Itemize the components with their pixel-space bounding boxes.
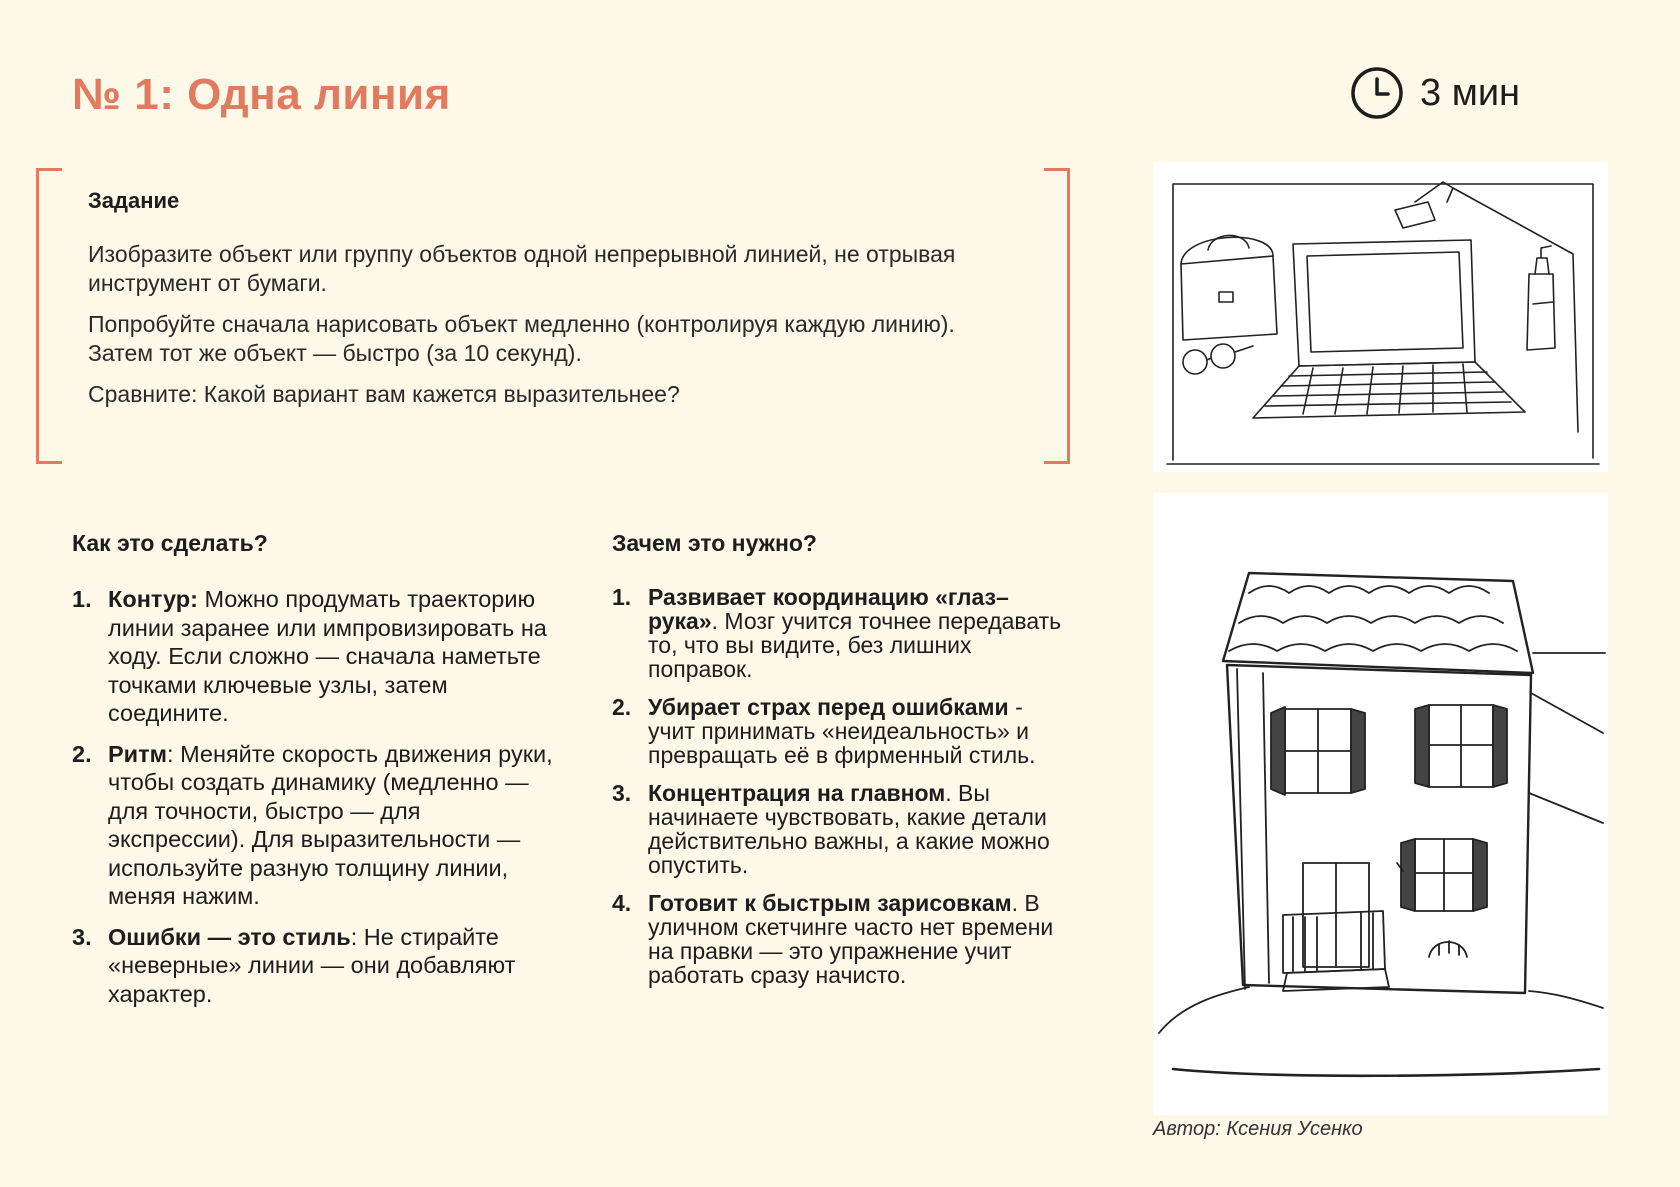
item-text: - учит принимать «неидеальность» и превращать её в фирменный стиль. [648,694,1036,768]
item-text: . Мозг учится точнее передавать то, что вы видите, без лишних поправок. [648,608,1062,682]
list-item [72,923,562,1009]
item-bold: Ошибки — это стиль [108,923,351,950]
how-list [72,585,562,1008]
how-section [72,530,562,1020]
item-text: : Не стирайте «неверные» линии — они добавляют характер. [108,923,516,1007]
house-sketch-image [1153,493,1608,1115]
item-bold: Развивает координацию «глаз–рука» [648,584,1009,634]
item-number: 2. [612,694,632,720]
task-heading: Задание [88,188,180,213]
item-number: 4. [612,890,632,916]
list-item [612,781,1072,877]
item-text: . Вы начинаете чувствовать, какие детали действительно важны, а какие можно опустить. [648,780,1050,878]
item-text: . В уличном скетчинге часто нет времени на правки — это упражнение учит работать сразу начисто. [648,890,1054,988]
task-paragraph: Сравните: Какой вариант вам кажется выразительнее? [88,381,680,407]
item-number: 1. [612,584,632,610]
item-bold: Концентрация на главном [648,780,946,806]
clock-icon [1350,66,1404,120]
task-body [88,240,1018,421]
why-section [612,530,1072,1001]
item-bold: Убирает страх перед ошибками [648,694,1009,720]
list-item [612,891,1072,987]
why-list [612,585,1072,987]
item-number: 3. [72,923,92,950]
bracket-left [36,168,62,464]
how-heading: Как это сделать? [72,530,268,556]
timer-label: 3 мин [1420,71,1521,114]
item-bold: Готовит к быстрым зарисовкам [648,890,1012,916]
bracket-right [1044,168,1070,464]
task-paragraph: Изобразите объект или группу объектов одной непрерывной линией, не отрывая инструмент от бумаги. [88,241,956,296]
item-bold: Ритм [108,740,168,767]
page-title: № 1: Одна линия [72,70,451,119]
list-item [612,585,1072,681]
item-text: Можно продумать траекторию линии заранее или импровизировать на ходу. Если сложно — сначала наметьте точками ключевые узлы, затем соедините. [108,586,547,726]
item-text: : Меняйте скорость движения руки, чтобы создать динамику (медленно — для точности, быстро — для экспрессии). Для выразительности — используйте разную толщину линии, меняя нажим. [108,740,553,909]
task-paragraph: Попробуйте сначала нарисовать объект медленно (контролируя каждую линию). Затем тот же объект — быстро (за 10 секунд). [88,311,955,366]
item-bold: Контур: [108,586,198,612]
item-number: 2. [72,740,92,767]
timer [1350,66,1520,120]
author-caption: Автор: Ксения Усенко [1153,1118,1363,1140]
desk-sketch-image [1153,162,1608,472]
list-item [72,740,562,911]
item-number: 3. [612,780,632,806]
task-box [36,168,1070,464]
why-heading: Зачем это нужно? [612,530,817,556]
list-item [612,695,1072,767]
item-number: 1. [72,586,92,612]
list-item [72,585,562,728]
